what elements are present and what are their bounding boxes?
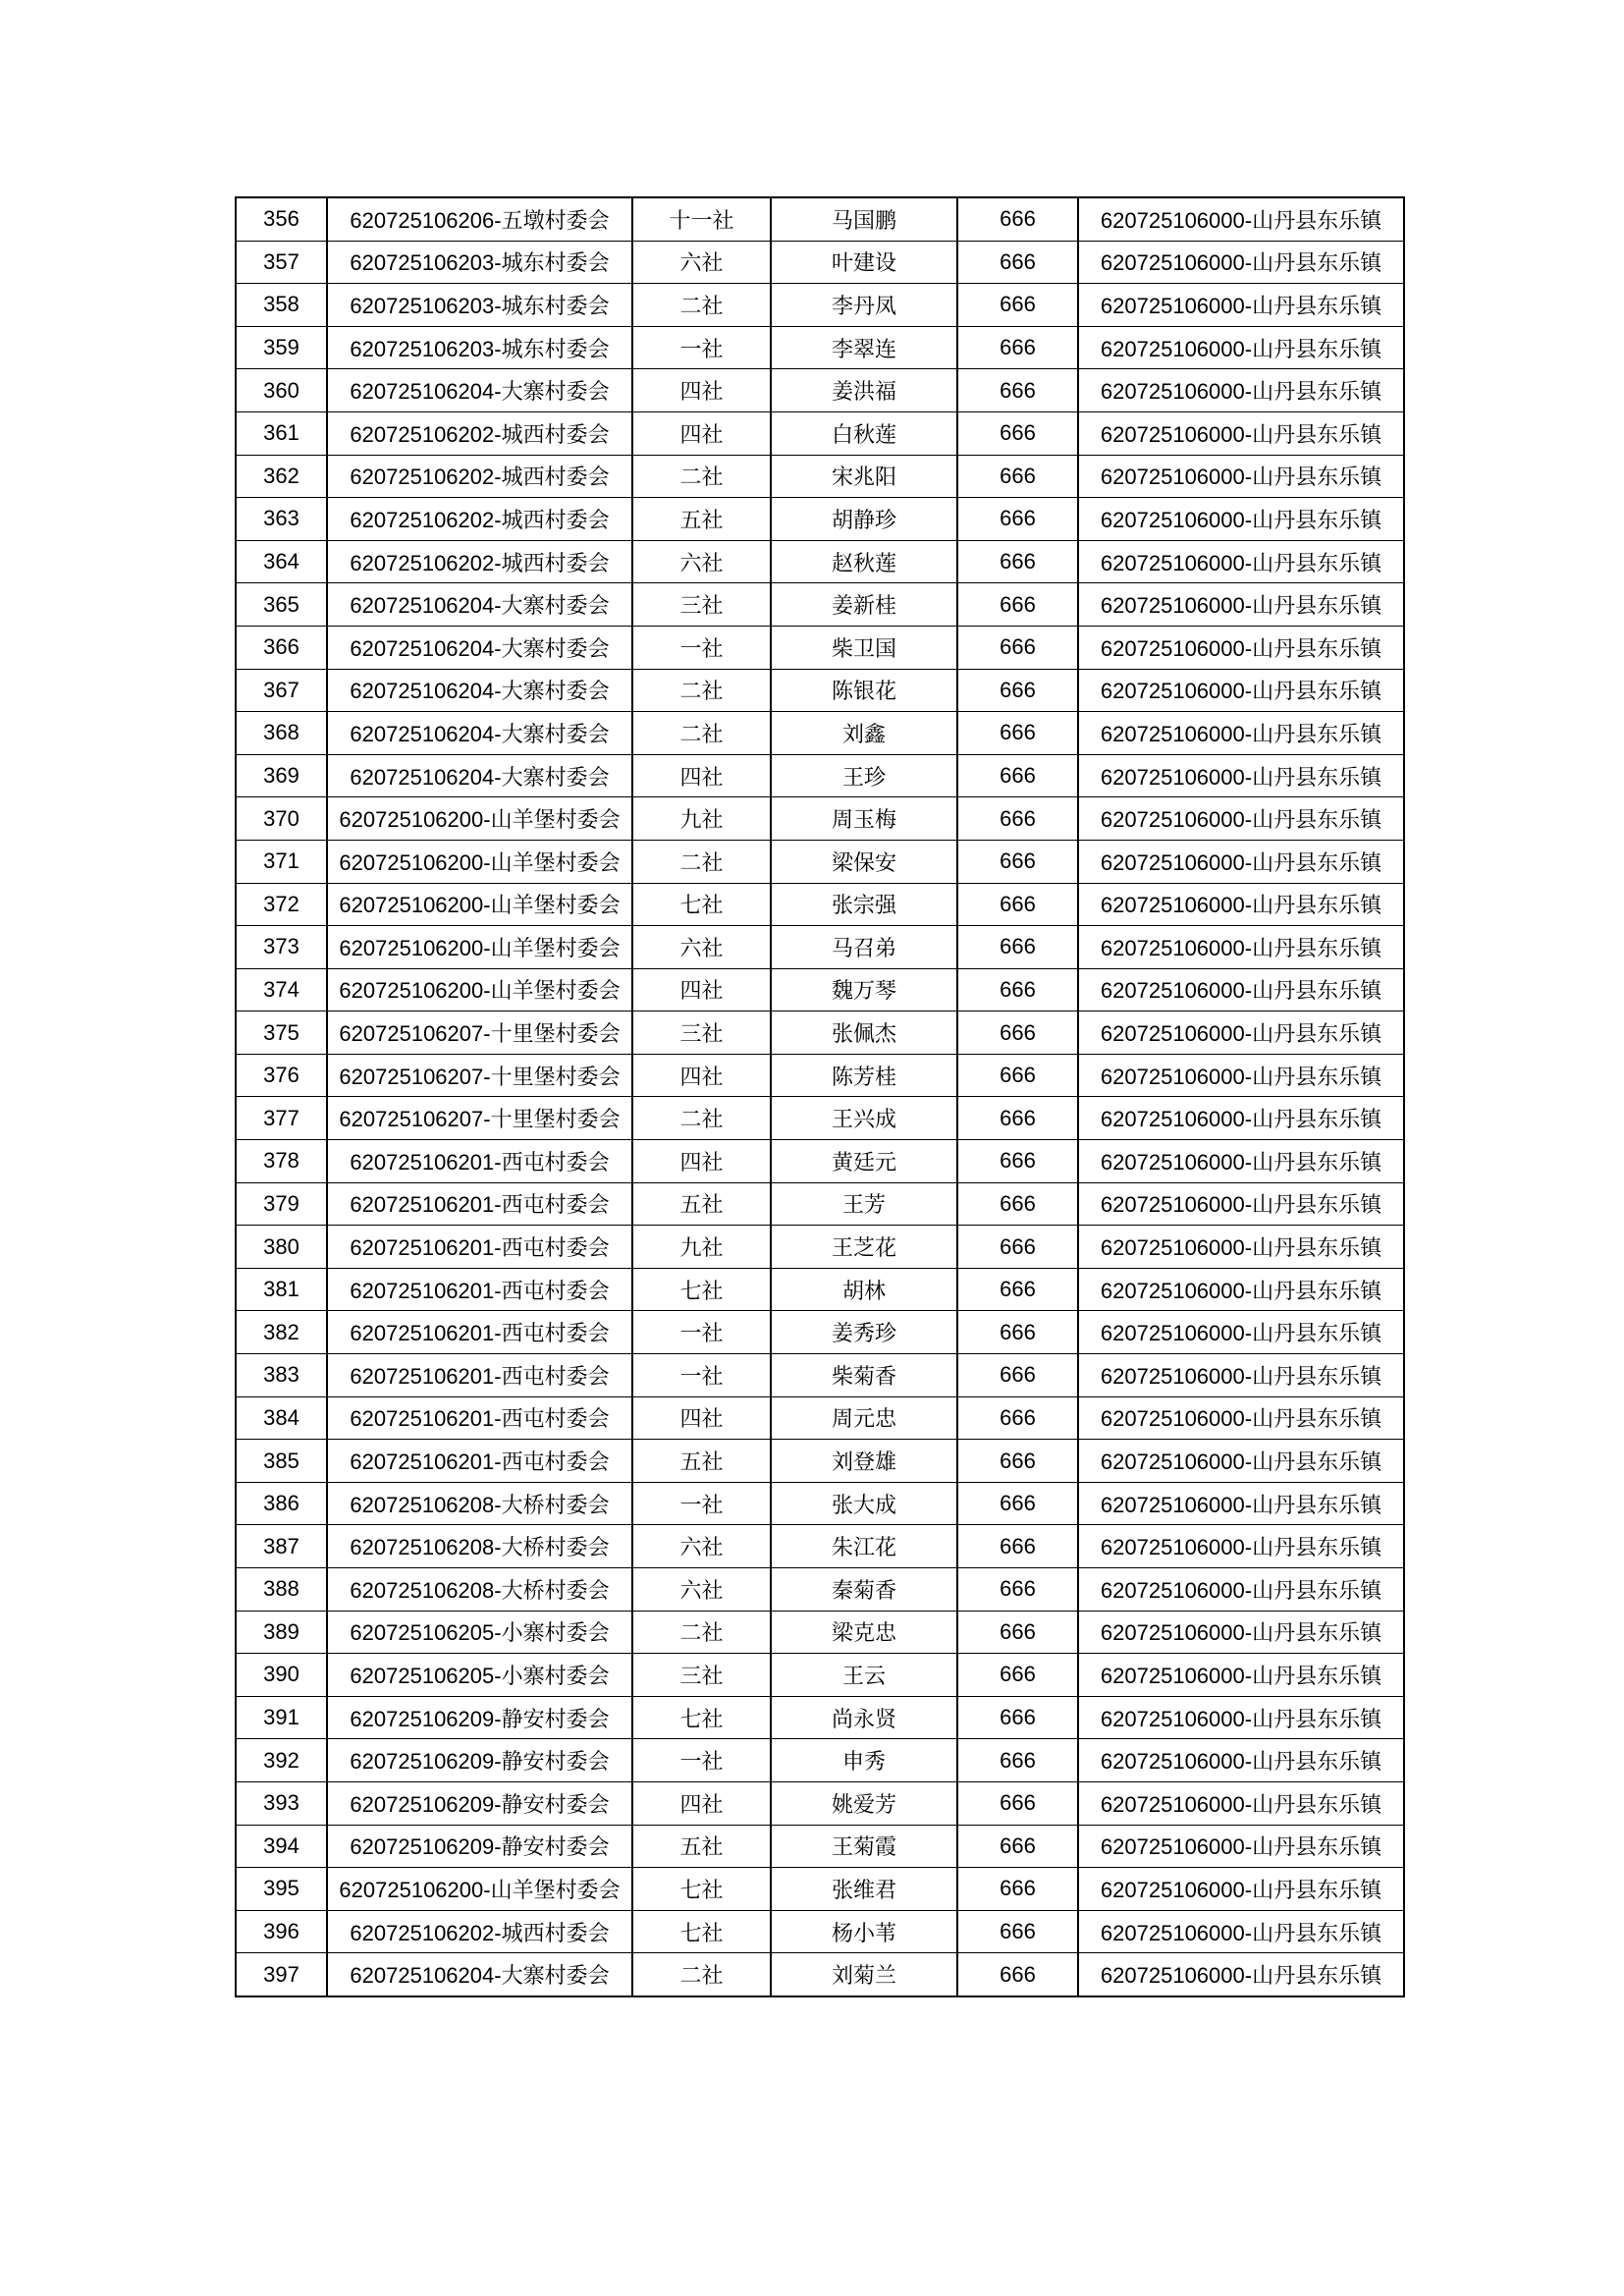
amount-cell: 666 — [957, 1054, 1078, 1097]
table-row — [236, 583, 1404, 627]
table-row — [236, 840, 1404, 883]
group-cell: 七社 — [632, 1868, 771, 1911]
row-number-cell: 365 — [236, 583, 327, 627]
table-row — [236, 1482, 1404, 1525]
amount-cell: 666 — [957, 369, 1078, 412]
amount-cell: 666 — [957, 1011, 1078, 1055]
person-name-cell: 黄廷元 — [771, 1140, 957, 1183]
village-committee-cell: 620725106201-西屯村委会 — [327, 1440, 632, 1483]
person-name-cell: 王珍 — [771, 754, 957, 797]
amount-cell: 666 — [957, 712, 1078, 755]
village-committee-cell: 620725106209-静安村委会 — [327, 1696, 632, 1739]
amount-cell: 666 — [957, 1097, 1078, 1140]
village-committee-cell: 620725106205-小寨村委会 — [327, 1654, 632, 1697]
table-row — [236, 197, 1404, 241]
person-name-cell: 李丹凤 — [771, 284, 957, 327]
table-row — [236, 1654, 1404, 1697]
amount-cell: 666 — [957, 1440, 1078, 1483]
village-committee-cell: 620725106201-西屯村委会 — [327, 1226, 632, 1269]
group-cell: 四社 — [632, 1781, 771, 1825]
table-row — [236, 883, 1404, 926]
person-name-cell: 朱江花 — [771, 1525, 957, 1568]
amount-cell: 666 — [957, 326, 1078, 369]
person-name-cell: 宋兆阳 — [771, 455, 957, 498]
amount-cell: 666 — [957, 1268, 1078, 1311]
row-number-cell: 364 — [236, 540, 327, 583]
village-committee-cell: 620725106202-城西村委会 — [327, 498, 632, 541]
town-cell: 620725106000-山丹县东乐镇 — [1078, 498, 1404, 541]
person-name-cell: 姜秀珍 — [771, 1311, 957, 1354]
village-committee-cell: 620725106200-山羊堡村委会 — [327, 926, 632, 969]
town-cell: 620725106000-山丹县东乐镇 — [1078, 1182, 1404, 1226]
village-committee-cell: 620725106204-大寨村委会 — [327, 712, 632, 755]
amount-cell: 666 — [957, 1525, 1078, 1568]
village-committee-cell: 620725106202-城西村委会 — [327, 1910, 632, 1953]
row-number-cell: 389 — [236, 1611, 327, 1654]
group-cell: 七社 — [632, 883, 771, 926]
person-name-cell: 姜洪福 — [771, 369, 957, 412]
row-number-cell: 390 — [236, 1654, 327, 1697]
person-name-cell: 杨小苇 — [771, 1910, 957, 1953]
row-number-cell: 362 — [236, 455, 327, 498]
amount-cell: 666 — [957, 1140, 1078, 1183]
row-number-cell: 371 — [236, 840, 327, 883]
village-committee-cell: 620725106201-西屯村委会 — [327, 1396, 632, 1440]
group-cell: 六社 — [632, 926, 771, 969]
table-row — [236, 1611, 1404, 1654]
town-cell: 620725106000-山丹县东乐镇 — [1078, 883, 1404, 926]
table-row — [236, 1054, 1404, 1097]
row-number-cell: 368 — [236, 712, 327, 755]
group-cell: 五社 — [632, 1182, 771, 1226]
row-number-cell: 393 — [236, 1781, 327, 1825]
group-cell: 二社 — [632, 1097, 771, 1140]
village-committee-cell: 620725106200-山羊堡村委会 — [327, 1868, 632, 1911]
table-row — [236, 411, 1404, 455]
person-name-cell: 柴卫国 — [771, 626, 957, 669]
group-cell: 一社 — [632, 1354, 771, 1397]
row-number-cell: 366 — [236, 626, 327, 669]
town-cell: 620725106000-山丹县东乐镇 — [1078, 1440, 1404, 1483]
row-number-cell: 392 — [236, 1739, 327, 1782]
table-row — [236, 1182, 1404, 1226]
person-name-cell: 王菊霞 — [771, 1825, 957, 1868]
row-number-cell: 380 — [236, 1226, 327, 1269]
amount-cell: 666 — [957, 540, 1078, 583]
table-row — [236, 455, 1404, 498]
village-committee-cell: 620725106208-大桥村委会 — [327, 1482, 632, 1525]
table-row — [236, 241, 1404, 284]
group-cell: 三社 — [632, 583, 771, 627]
amount-cell: 666 — [957, 583, 1078, 627]
person-name-cell: 马国鹏 — [771, 197, 957, 241]
table-row — [236, 1226, 1404, 1269]
group-cell: 二社 — [632, 455, 771, 498]
row-number-cell: 382 — [236, 1311, 327, 1354]
town-cell: 620725106000-山丹县东乐镇 — [1078, 712, 1404, 755]
group-cell: 一社 — [632, 326, 771, 369]
group-cell: 一社 — [632, 626, 771, 669]
table-row — [236, 669, 1404, 712]
amount-cell: 666 — [957, 1482, 1078, 1525]
group-cell: 四社 — [632, 1054, 771, 1097]
row-number-cell: 360 — [236, 369, 327, 412]
amount-cell: 666 — [957, 840, 1078, 883]
person-name-cell: 李翠连 — [771, 326, 957, 369]
row-number-cell: 375 — [236, 1011, 327, 1055]
village-committee-cell: 620725106200-山羊堡村委会 — [327, 797, 632, 841]
table-row — [236, 1525, 1404, 1568]
town-cell: 620725106000-山丹县东乐镇 — [1078, 197, 1404, 241]
town-cell: 620725106000-山丹县东乐镇 — [1078, 1654, 1404, 1697]
row-number-cell: 374 — [236, 968, 327, 1011]
town-cell: 620725106000-山丹县东乐镇 — [1078, 1268, 1404, 1311]
person-name-cell: 陈银花 — [771, 669, 957, 712]
village-committee-cell: 620725106204-大寨村委会 — [327, 754, 632, 797]
table-row — [236, 1140, 1404, 1183]
table-row — [236, 498, 1404, 541]
village-committee-cell: 620725106202-城西村委会 — [327, 540, 632, 583]
table-row — [236, 968, 1404, 1011]
row-number-cell: 367 — [236, 669, 327, 712]
row-number-cell: 397 — [236, 1953, 327, 1996]
group-cell: 七社 — [632, 1910, 771, 1953]
person-name-cell: 刘菊兰 — [771, 1953, 957, 1996]
village-committee-cell: 620725106207-十里堡村委会 — [327, 1011, 632, 1055]
group-cell: 二社 — [632, 712, 771, 755]
table-row — [236, 284, 1404, 327]
row-number-cell: 361 — [236, 411, 327, 455]
person-name-cell: 赵秋莲 — [771, 540, 957, 583]
group-cell: 七社 — [632, 1696, 771, 1739]
amount-cell: 666 — [957, 1396, 1078, 1440]
person-name-cell: 陈芳桂 — [771, 1054, 957, 1097]
town-cell: 620725106000-山丹县东乐镇 — [1078, 1568, 1404, 1612]
table-row — [236, 1953, 1404, 1996]
group-cell: 四社 — [632, 1140, 771, 1183]
village-committee-cell: 620725106202-城西村委会 — [327, 455, 632, 498]
town-cell: 620725106000-山丹县东乐镇 — [1078, 1739, 1404, 1782]
group-cell: 九社 — [632, 797, 771, 841]
group-cell: 四社 — [632, 411, 771, 455]
village-committee-cell: 620725106208-大桥村委会 — [327, 1525, 632, 1568]
town-cell: 620725106000-山丹县东乐镇 — [1078, 1953, 1404, 1996]
table-row — [236, 1396, 1404, 1440]
amount-cell: 666 — [957, 1953, 1078, 1996]
table-row — [236, 1354, 1404, 1397]
town-cell: 620725106000-山丹县东乐镇 — [1078, 411, 1404, 455]
town-cell: 620725106000-山丹县东乐镇 — [1078, 840, 1404, 883]
group-cell: 四社 — [632, 369, 771, 412]
group-cell: 二社 — [632, 1611, 771, 1654]
amount-cell: 666 — [957, 498, 1078, 541]
village-committee-cell: 620725106204-大寨村委会 — [327, 1953, 632, 1996]
row-number-cell: 381 — [236, 1268, 327, 1311]
table-row — [236, 540, 1404, 583]
row-number-cell: 372 — [236, 883, 327, 926]
row-number-cell: 357 — [236, 241, 327, 284]
group-cell: 二社 — [632, 669, 771, 712]
row-number-cell: 359 — [236, 326, 327, 369]
person-name-cell: 马召弟 — [771, 926, 957, 969]
town-cell: 620725106000-山丹县东乐镇 — [1078, 754, 1404, 797]
person-name-cell: 魏万琴 — [771, 968, 957, 1011]
table-row — [236, 1868, 1404, 1911]
town-cell: 620725106000-山丹县东乐镇 — [1078, 669, 1404, 712]
town-cell: 620725106000-山丹县东乐镇 — [1078, 1696, 1404, 1739]
village-committee-cell: 620725106201-西屯村委会 — [327, 1182, 632, 1226]
village-committee-cell: 620725106204-大寨村委会 — [327, 369, 632, 412]
row-number-cell: 370 — [236, 797, 327, 841]
amount-cell: 666 — [957, 669, 1078, 712]
row-number-cell: 391 — [236, 1696, 327, 1739]
amount-cell: 666 — [957, 1781, 1078, 1825]
village-committee-cell: 620725106205-小寨村委会 — [327, 1611, 632, 1654]
group-cell: 六社 — [632, 540, 771, 583]
row-number-cell: 385 — [236, 1440, 327, 1483]
amount-cell: 666 — [957, 455, 1078, 498]
village-committee-cell: 620725106200-山羊堡村委会 — [327, 968, 632, 1011]
village-committee-cell: 620725106206-五墩村委会 — [327, 197, 632, 241]
amount-cell: 666 — [957, 926, 1078, 969]
amount-cell: 666 — [957, 1611, 1078, 1654]
row-number-cell: 356 — [236, 197, 327, 241]
amount-cell: 666 — [957, 197, 1078, 241]
town-cell: 620725106000-山丹县东乐镇 — [1078, 626, 1404, 669]
town-cell: 620725106000-山丹县东乐镇 — [1078, 1781, 1404, 1825]
village-committee-cell: 620725106201-西屯村委会 — [327, 1268, 632, 1311]
table-row — [236, 1781, 1404, 1825]
row-number-cell: 358 — [236, 284, 327, 327]
village-committee-cell: 620725106203-城东村委会 — [327, 241, 632, 284]
town-cell: 620725106000-山丹县东乐镇 — [1078, 326, 1404, 369]
town-cell: 620725106000-山丹县东乐镇 — [1078, 797, 1404, 841]
table-row — [236, 754, 1404, 797]
person-name-cell: 梁克忠 — [771, 1611, 957, 1654]
village-committee-cell: 620725106204-大寨村委会 — [327, 626, 632, 669]
town-cell: 620725106000-山丹县东乐镇 — [1078, 926, 1404, 969]
row-number-cell: 383 — [236, 1354, 327, 1397]
row-number-cell: 388 — [236, 1568, 327, 1612]
group-cell: 十一社 — [632, 197, 771, 241]
amount-cell: 666 — [957, 626, 1078, 669]
table-row — [236, 1311, 1404, 1354]
table-body — [236, 197, 1404, 1996]
table-row — [236, 926, 1404, 969]
table-row — [236, 1696, 1404, 1739]
amount-cell: 666 — [957, 968, 1078, 1011]
town-cell: 620725106000-山丹县东乐镇 — [1078, 1140, 1404, 1183]
village-committee-cell: 620725106203-城东村委会 — [327, 284, 632, 327]
row-number-cell: 396 — [236, 1910, 327, 1953]
table-row — [236, 626, 1404, 669]
town-cell: 620725106000-山丹县东乐镇 — [1078, 1011, 1404, 1055]
group-cell: 四社 — [632, 968, 771, 1011]
amount-cell: 666 — [957, 411, 1078, 455]
town-cell: 620725106000-山丹县东乐镇 — [1078, 1611, 1404, 1654]
amount-cell: 666 — [957, 1696, 1078, 1739]
group-cell: 一社 — [632, 1739, 771, 1782]
village-committee-cell: 620725106202-城西村委会 — [327, 411, 632, 455]
town-cell: 620725106000-山丹县东乐镇 — [1078, 1226, 1404, 1269]
table-row — [236, 1011, 1404, 1055]
village-committee-cell: 620725106209-静安村委会 — [327, 1739, 632, 1782]
group-cell: 一社 — [632, 1482, 771, 1525]
group-cell: 七社 — [632, 1268, 771, 1311]
row-number-cell: 373 — [236, 926, 327, 969]
group-cell: 四社 — [632, 754, 771, 797]
row-number-cell: 394 — [236, 1825, 327, 1868]
amount-cell: 666 — [957, 1182, 1078, 1226]
village-committee-cell: 620725106204-大寨村委会 — [327, 583, 632, 627]
table-row — [236, 1910, 1404, 1953]
person-name-cell: 刘登雄 — [771, 1440, 957, 1483]
group-cell: 五社 — [632, 1440, 771, 1483]
person-name-cell: 王兴成 — [771, 1097, 957, 1140]
amount-cell: 666 — [957, 1354, 1078, 1397]
amount-cell: 666 — [957, 1654, 1078, 1697]
person-name-cell: 柴菊香 — [771, 1354, 957, 1397]
town-cell: 620725106000-山丹县东乐镇 — [1078, 369, 1404, 412]
amount-cell: 666 — [957, 241, 1078, 284]
person-name-cell: 姜新桂 — [771, 583, 957, 627]
person-name-cell: 张佩杰 — [771, 1011, 957, 1055]
row-number-cell: 377 — [236, 1097, 327, 1140]
town-cell: 620725106000-山丹县东乐镇 — [1078, 583, 1404, 627]
row-number-cell: 384 — [236, 1396, 327, 1440]
town-cell: 620725106000-山丹县东乐镇 — [1078, 1097, 1404, 1140]
village-committee-cell: 620725106201-西屯村委会 — [327, 1140, 632, 1183]
town-cell: 620725106000-山丹县东乐镇 — [1078, 455, 1404, 498]
row-number-cell: 395 — [236, 1868, 327, 1911]
village-committee-cell: 620725106204-大寨村委会 — [327, 669, 632, 712]
person-name-cell: 叶建设 — [771, 241, 957, 284]
table-row — [236, 326, 1404, 369]
amount-cell: 666 — [957, 754, 1078, 797]
village-committee-cell: 620725106200-山羊堡村委会 — [327, 840, 632, 883]
group-cell: 二社 — [632, 840, 771, 883]
amount-cell: 666 — [957, 1825, 1078, 1868]
person-name-cell: 胡林 — [771, 1268, 957, 1311]
table-row — [236, 1739, 1404, 1782]
row-number-cell: 378 — [236, 1140, 327, 1183]
group-cell: 九社 — [632, 1226, 771, 1269]
town-cell: 620725106000-山丹县东乐镇 — [1078, 968, 1404, 1011]
village-committee-cell: 620725106201-西屯村委会 — [327, 1311, 632, 1354]
person-name-cell: 王芳 — [771, 1182, 957, 1226]
person-name-cell: 张宗强 — [771, 883, 957, 926]
village-committee-cell: 620725106207-十里堡村委会 — [327, 1097, 632, 1140]
table-row — [236, 797, 1404, 841]
amount-cell: 666 — [957, 1311, 1078, 1354]
person-name-cell: 周元忠 — [771, 1396, 957, 1440]
town-cell: 620725106000-山丹县东乐镇 — [1078, 1482, 1404, 1525]
row-number-cell: 369 — [236, 754, 327, 797]
town-cell: 620725106000-山丹县东乐镇 — [1078, 1054, 1404, 1097]
table-row — [236, 1440, 1404, 1483]
person-name-cell: 梁保安 — [771, 840, 957, 883]
person-name-cell: 刘鑫 — [771, 712, 957, 755]
person-name-cell: 白秋莲 — [771, 411, 957, 455]
amount-cell: 666 — [957, 1226, 1078, 1269]
village-committee-cell: 620725106203-城东村委会 — [327, 326, 632, 369]
group-cell: 六社 — [632, 1568, 771, 1612]
town-cell: 620725106000-山丹县东乐镇 — [1078, 1311, 1404, 1354]
town-cell: 620725106000-山丹县东乐镇 — [1078, 1525, 1404, 1568]
person-name-cell: 姚爱芳 — [771, 1781, 957, 1825]
row-number-cell: 386 — [236, 1482, 327, 1525]
row-number-cell: 387 — [236, 1525, 327, 1568]
table-row — [236, 1097, 1404, 1140]
amount-cell: 666 — [957, 797, 1078, 841]
group-cell: 三社 — [632, 1011, 771, 1055]
row-number-cell: 379 — [236, 1182, 327, 1226]
village-committee-cell: 620725106207-十里堡村委会 — [327, 1054, 632, 1097]
table-row — [236, 369, 1404, 412]
town-cell: 620725106000-山丹县东乐镇 — [1078, 284, 1404, 327]
person-name-cell: 尚永贤 — [771, 1696, 957, 1739]
person-name-cell: 王芝花 — [771, 1226, 957, 1269]
group-cell: 四社 — [632, 1396, 771, 1440]
group-cell: 六社 — [632, 1525, 771, 1568]
group-cell: 五社 — [632, 498, 771, 541]
person-name-cell: 秦菊香 — [771, 1568, 957, 1612]
village-committee-cell: 620725106209-静安村委会 — [327, 1781, 632, 1825]
group-cell: 六社 — [632, 241, 771, 284]
person-name-cell: 张大成 — [771, 1482, 957, 1525]
town-cell: 620725106000-山丹县东乐镇 — [1078, 1868, 1404, 1911]
row-number-cell: 363 — [236, 498, 327, 541]
town-cell: 620725106000-山丹县东乐镇 — [1078, 1354, 1404, 1397]
town-cell: 620725106000-山丹县东乐镇 — [1078, 1825, 1404, 1868]
town-cell: 620725106000-山丹县东乐镇 — [1078, 540, 1404, 583]
person-name-cell: 周玉梅 — [771, 797, 957, 841]
group-cell: 三社 — [632, 1654, 771, 1697]
table-row — [236, 1268, 1404, 1311]
table-row — [236, 712, 1404, 755]
village-committee-cell: 620725106208-大桥村委会 — [327, 1568, 632, 1612]
table-row — [236, 1825, 1404, 1868]
village-committee-cell: 620725106201-西屯村委会 — [327, 1354, 632, 1397]
amount-cell: 666 — [957, 1568, 1078, 1612]
group-cell: 二社 — [632, 284, 771, 327]
row-number-cell: 376 — [236, 1054, 327, 1097]
town-cell: 620725106000-山丹县东乐镇 — [1078, 241, 1404, 284]
amount-cell: 666 — [957, 1910, 1078, 1953]
person-name-cell: 王云 — [771, 1654, 957, 1697]
group-cell: 一社 — [632, 1311, 771, 1354]
town-cell: 620725106000-山丹县东乐镇 — [1078, 1910, 1404, 1953]
person-name-cell: 申秀 — [771, 1739, 957, 1782]
amount-cell: 666 — [957, 1868, 1078, 1911]
group-cell: 二社 — [632, 1953, 771, 1996]
group-cell: 五社 — [632, 1825, 771, 1868]
person-name-cell: 胡静珍 — [771, 498, 957, 541]
table-row — [236, 1568, 1404, 1612]
amount-cell: 666 — [957, 883, 1078, 926]
amount-cell: 666 — [957, 1739, 1078, 1782]
town-cell: 620725106000-山丹县东乐镇 — [1078, 1396, 1404, 1440]
village-committee-cell: 620725106200-山羊堡村委会 — [327, 883, 632, 926]
data-table — [235, 196, 1405, 1997]
person-name-cell: 张维君 — [771, 1868, 957, 1911]
amount-cell: 666 — [957, 284, 1078, 327]
village-committee-cell: 620725106209-静安村委会 — [327, 1825, 632, 1868]
